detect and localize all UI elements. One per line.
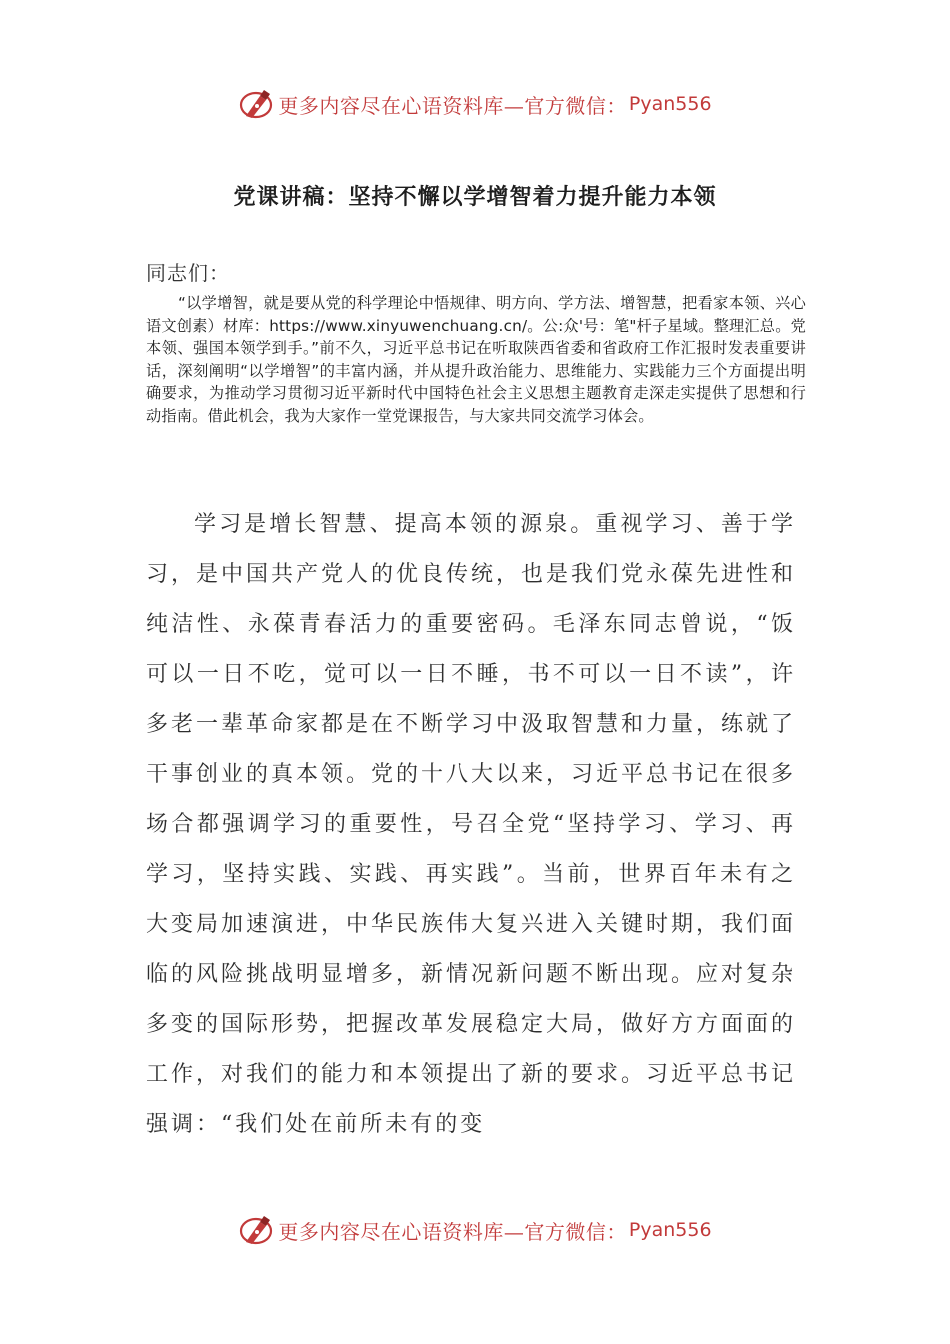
quote-paragraph: “以学增智，就是要从党的科学理论中悟规律、明方向、学方法、增智慧，把看家本领、兴心语文创素）材库：https://www.xinyuwenchuang.cn/。公:众'号：笔"杆子星域。整理汇总。党本领、强国本领学到手。”前不久，习近平总书记在听取陕西省委和省政府工作汇报时发表重要讲话，深刻阐明“以学增智”的丰富内涵，并从提升政治能力、思维能力、实践能力三个方面提出明确要求，为推动学习贯彻习近平新时代中国特色社会主义思想主题教育走深走实提供了思想和行动指南。借此机会，我为大家作一堂党课报告，与大家共同交流学习体会。 [146, 294, 806, 425]
greeting: 同志们： [146, 261, 230, 285]
body-paragraph: 学习是增长智慧、提高本领的源泉。重视学习、善于学习，是中国共产党人的优良传统，也是我们党永葆先进性和纯洁性、永葆青春活力的重要密码。毛泽东同志曾说，“饭可以一日不吃，觉可以一日不睡，书不可以一日不读”，许多老一辈革命家都是在不断学习中汲取智慧和力量，练就了干事创业的真本领。党的十八大以来，习近平总书记在很多场合都强调学习的重要性，号召全党“坚持学习、学习、再学习，坚持实践、实践、再实践”。当前，世界百年未有之大变局加速演进，中华民族伟大复兴进入关键时期，我们面临的风险挑战明显增多，新情况新问题不断出现。应对复杂多变的国际形势，把握改革发展稳定大局，做好方方面面的工作，对我们的能力和本领提出了新的要求。习近平总书记强调：“我们处在前所未有的变 [146, 512, 797, 1137]
pen-nib-icon [238, 86, 274, 122]
header-banner [0, 82, 950, 126]
page-title: 党课讲稿：坚持不懈以学增智着力提升能力本领 [233, 185, 717, 210]
banner-wechat-id: Pyan556 [628, 93, 712, 115]
banner-text: 更多内容尽在心语资料库—官方微信： [278, 1219, 627, 1244]
banner-wechat-id: Pyan556 [628, 1219, 712, 1241]
pen-nib-icon [238, 1212, 274, 1248]
footer-banner [0, 1208, 950, 1252]
banner-text: 更多内容尽在心语资料库—官方微信： [278, 93, 627, 118]
